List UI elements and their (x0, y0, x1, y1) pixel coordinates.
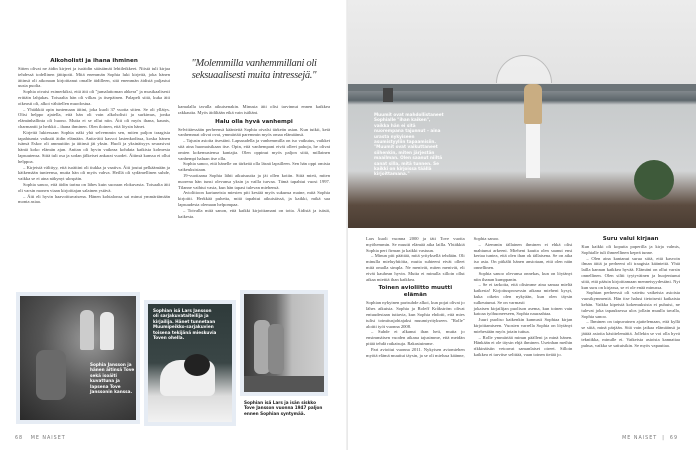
paragraph: Sophian nykyinen parisuhde alkoi, kun pojat olivat jo lähes aikuisia. Sophia ja Roleff Kråkström olivat entuudestaan tuttavia, kun Sophia ehdotti, että mies tulisi toimitusjohtajaksi muumiyritykseen. "Rolle" aloitti työt vuonna 2008. (366, 300, 465, 329)
umbrella-shape (496, 55, 552, 83)
paragraph: – Toivalla mitä sanon, että kaikki kirjoittamani on totta. Äidistä ja isästä, kaikesta. (178, 207, 330, 219)
paragraph: Sophia sanoo, että äidin tarina on lähes kuin suoraan elokuvasta. Toisaalta äiti oli varsin monen viaan kirjoittajan salainen ystävä. (18, 181, 170, 193)
paragraph: – Yhtäkkiä opin tuntemaan äitini, joka kuoli 37 vuotta sitten. Se oli yllätys. Olisi helppo ajatella, että hän oli vain alkoholisti ja surkimus, jonka elämänhallinta oli huono. Mutta ei se ollut niin. Äiti oli myös ihana, kaunis, charmantti ja herkkä – ihana ihminen. Olen iloinen, että löysin hänet. (18, 106, 170, 129)
paragraph: Lars kuoli vuonna 2000 ja täti Tove vuotta myöhemmin. Se muutti elämää aika lailla. Yhtäkkiä Sophia peri firman ja kaikki vastuun. (366, 236, 465, 253)
paragraph: Sophia sanoo olevansa onnekas, kun on löytänyt niin ihanan kumppanin. (473, 270, 573, 282)
paragraph: jokaisen kirjailijan puolison asema, kun toinen vain katoaa työhuoneeseen, Sophia nauraahtaa. (473, 305, 573, 317)
paragraph: Sophia sanoo, että hänelle on tärkeää olla läsnä lapsilleen. Sen hän oppi omista vaikeuksistaan. (178, 161, 330, 173)
left-column-2 (178, 104, 330, 219)
ground-shape (244, 376, 324, 392)
photo-lars-frame (144, 300, 236, 426)
paragraph: Kun kaikki oli koputta paperilla ja kirja valmis, Sophialle tuli ihmeellinen kepeä tunne. (581, 244, 680, 255)
magazine-name: ME NAISET (622, 436, 658, 441)
paragraph: Juuri puoliso kaikenkin kannusti Sophiaa kirjan kirjoittamiseen. Vuosien varrella Sophia on löytänyt miehestään myös jotain tuttua. (473, 317, 573, 334)
paragraph: – Olen aina kantanut surua siitä, että kasvoin ilman äitiä ja perheeni oli traagisia käänteitä. Yhtä lailla kannan kaikkea hyvää. Elämäni on ollut varsin onnellinen. Olen siltti tyytyväinen ja huojentunut siitä, että pääsin kirjoittamaan menneisyydestäni. Nyt kun suru on kirjassa, se ei ole enää minussa. (581, 255, 680, 290)
figure-shape (268, 324, 284, 374)
paragraph: Selvittäessään perheensä käänteitä Sophia oivalsi tärkeän asian. Kun tutkii, ketä vanhemmat olivat ovat, ymmärtää paremmin myös omaa elämäänsä. (178, 126, 330, 138)
woman-figure (524, 84, 542, 124)
paragraph: Sophian perheessä oli vaiettu vaikeista asioista vuosikymmeniä. Hän itse halusi tietoisesti katkaista kehän. Vaikka kipeistä kokemuksista ei puhuisi, ne tulevat joka tapauksessa ulos jollain muulla tavalla, Sophia sanoo. (581, 290, 680, 319)
left-column-1 (18, 58, 170, 205)
page-number: 69 (669, 436, 678, 441)
photo-family (20, 296, 136, 420)
paragraph: kamalalla tavalla aikuisenakin. Minusta äiti olisi tarvinnut ennen kaikkea rakkautta. Myös äidiltään eikä vain isältäni. (178, 104, 330, 115)
paragraph: 19-vuotiaana Sophia lähti aikuisuutta ja jäi ollen kotiin. Siitä mieti, miten nuorena hän tunsi olevansa yksin ja vailla turvaa. Tämä tapahtui vuosi 1997. Tilanne vaihtui vasta, kun hän tapasi tulevan miehensä. (178, 172, 330, 190)
paragraph: – Tajusin asioita itsestäni. Lapsuudella ja vanhemmilla on iso vaikutus, vaikket sitä aina huomaisikaan itse. Opin, että vanhempani eivät olleet pahoja, he olivat omien kokemustensa kantajia. Olen oppinut myös paljon siitä, millainen vanhempi haluan itse olla. (178, 138, 330, 161)
photo-caption: Muumit ovat mahdollistaneet Sophialle "ihan kaiken", vaikka hän ei sitä nuorempana tajunnut – aina urasta nykyiseen asumistyyliin tapaamisiin. "Muumit ovat vaikuttaneet siihenkin, miten järjestän maailman. Olen saanut niiltä sanat silla, mitä tunnen. Se kaikki on kirjoissa täällä kirjoittamana." (374, 112, 444, 177)
photo-family-frame (16, 292, 140, 424)
paragraph: – Aiemmin tällainen ihminen ei ehkä olisi mahtunut arkeeni. Mieheni kautta olen saanut ensi kertaa tuntea, että olen ihan ok tällaisena. Se on aika iso asia. On pitkälti hänen ansiotaan, että olen näin onnellinen. (473, 241, 573, 270)
paragraph: Pari avioitui vuonna 2011. Nykyisen aviomiehen myötä elämä muuttui täysin, ja se oli mielusa käänne, Sophia sanoo. (366, 236, 500, 358)
page-number: 68 (15, 436, 24, 441)
bridge-shape (348, 84, 696, 91)
woman-figure (526, 124, 540, 178)
section-heading: Toinen avioliitto muutti elämän (378, 285, 453, 299)
paragraph: – Ihminen on taipuvainen ajattelemaan, että kyllä se siitä, minä pärjään. Sitä vain jatkaa elämäänsä ja jättää asioita käsittelemättä. Jollekin se voi olla hyvä tekniikka, minulle ei. Vaikeista asioista kannattaa puhua, vaikka se sattuisikin. Se myös vapauttaa. (581, 319, 680, 348)
paragraph: – Rolle ymmärtää minun päälleni ja minä hänen. Hänkään ei ole täysin ehjä ihminen. Useinhan meihin rikkinäisiin vetoavat samanlaiset oireet. Silloin kaikkea ei tarvitse selittää, vaan toinen tietää jo. (473, 334, 573, 357)
page-footer: ME NAISET | 69 (622, 436, 678, 441)
photo-caption: Sophian isä Lars Jansson oli sarjakuvataiteilija ja kirjailija. Hänet tunnetaan Muumipeikko-sarjakuvien toisena tekijänä mieskuvia Toven ohella. (153, 308, 217, 341)
paragraph: Sitten olivat ne äidin kirjeet ja isoäidin säästämät lehtileikkeet. Niistä tuli kirjaa tehdessä todellinen jättipotti. Mitä enemmän Sophia luki kirjeitä, joka hänen äitinsä oli aikonaan kirjoittanut omalle äidilleen, sitä enemmän äidistä paljastui uusia puolia. (18, 66, 170, 89)
page-footer (15, 436, 66, 441)
bush-shape (634, 160, 674, 200)
figure-shape (100, 312, 114, 350)
section-heading: Halu olla hyvä vanhempi (215, 118, 293, 125)
figure-shape (36, 350, 66, 400)
photo-lars (148, 304, 232, 422)
section-heading: Suru valui kirjaan (602, 236, 659, 242)
paragraph: Aviolittoon kartuneista miesten piti kestää myös sukunsa maine, mitä Sophia kirjoitti. Herkkää puhetta, mitä tapahtui aikuisiässä, ja kaikki, mikä saa lapsuudesta olemaan helpompaa. (178, 190, 330, 207)
photo-caption: Sophia Jansson ja hänen äitinsä Tove sekä isoäiti kuvattuna ja lapsena Tove Janssonin kanssa. (90, 362, 135, 395)
hero-photo (348, 0, 696, 228)
paragraph: – Kirjeistä välittyy, että isoäitini oli tiukka ja vaativa. Äiti joutui pelkäämään ja kätkemään tunteensa, mutta hän oli myös vahva. Heillä oli sydämellinen suhde, vaikka se ei aina näkynyt ulospäin. (18, 164, 170, 182)
figure-shape (184, 354, 210, 376)
paragraph: Sophia otvaisi esimerkiksi, että äiti oli "jumalattoman ahkera" ja musikaalisesti erittäin lahjakas. Toisaalta hän oli vilkas ja itsepäinen. Palapeli siitä, kuka äiti oikeasti oli, alkoi vähitellen muodostua. (18, 89, 170, 106)
pull-quote: "Molemmilla vanhemmillani oli seksuaalisesti muita intressejä." (191, 58, 317, 81)
paragraph: – Se ei tarkoita, että olisimme aina samaa mieltä kaikesta! Kirjoitusprosessin aikana mieheni kysyi, kuka oikein olen nykyään, kun olen täysin sulkeutunut. Se on varmasti (473, 282, 573, 305)
photo-lars-tove (244, 294, 324, 392)
paragraph: – Äiti eli hyvin haavoittuvaisena. Hänen kohtalonsa sai minut ymmärtämään monta asiaa. (18, 193, 170, 205)
paragraph: – Minun piti päättää, mitä yrityksellä tehdään. Oli minulla mieluyhtiöita, mutta suhteeni eivät olleet mitä omalla simpla. Ne menivät, miten menivät, eli eivät kauhean hyvin. Mutta ei minulla silloin ollut aikaa miettiä ihan kaikkea. (366, 253, 465, 282)
paragraph: Kirjeitä lukiessaan Sophia näki yhä selvemmin sen, miten paljon traagisia tapahtumia vaikutti äidin elämään. Anita-äiti kasvoi lastenkodissa, koska hänen isänsä Eskor oli ammuttiin ja äitinsä jäi yksin. Huoli ja yksinäisyys seurasivat häntä koko elämän ajan. Anitan oli hyvin vaikeaa kohdata kaikista kolmesta lapsuutensa. Siitä tuli osa ja sodan jälkeiset ankarat vuodet. Äitinsä kanssa ei ollut helppoa. (18, 129, 170, 164)
section-heading: Alkoholisti ja ihana ihminen (50, 58, 138, 64)
paragraph: – Suhde ei alkanut ihan heti, mutta jo ensimmäisen vuoden aikana tajusimme, että meidän pitää tehdä ratkaisuja. Rakastuimme. (366, 329, 465, 346)
right-page (348, 0, 696, 450)
photo-lars-tove-frame (240, 290, 328, 396)
magazine-name: ME NAISET (30, 436, 66, 441)
photo-caption: Sophian isä Lars ja isän siskko Tove Jansson vuonna 1947 paljon ennen Sophian syntymää. (244, 400, 323, 416)
pillar-shape (383, 88, 393, 102)
right-text-flow (366, 236, 680, 358)
figure-shape (80, 310, 94, 350)
